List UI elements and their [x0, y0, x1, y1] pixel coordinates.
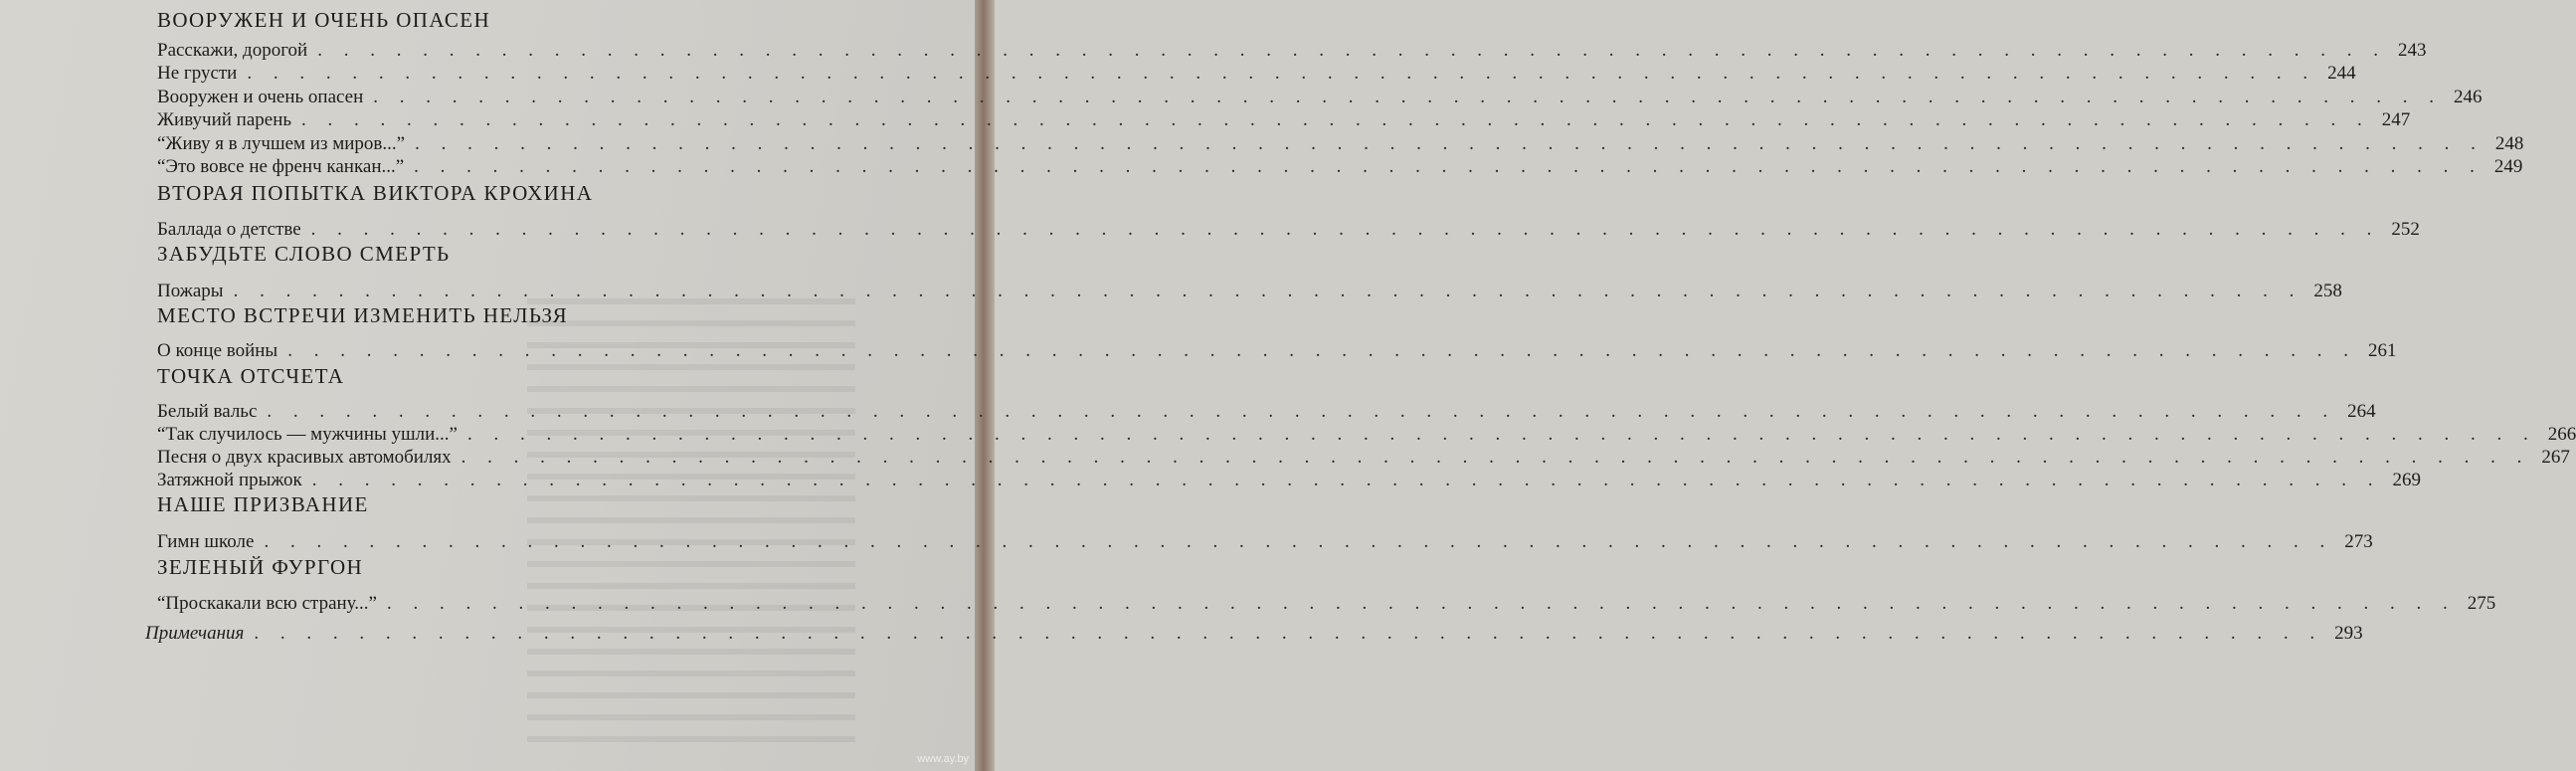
- entry-page: 266: [2547, 424, 2576, 445]
- entry-title: Песня о двух красивых автомобилях: [157, 447, 452, 468]
- entry-page: 293: [2334, 623, 2363, 644]
- entry-title: Затяжной прыжок: [157, 470, 302, 490]
- section-heading: ЗАБУДЬТЕ СЛОВО СМЕРТЬ: [157, 242, 451, 266]
- toc-entry: [157, 219, 2420, 243]
- section-heading: ВООРУЖЕН И ОЧЕНЬ ОПАСЕН: [157, 8, 491, 32]
- entry-page: 244: [2327, 63, 2356, 84]
- dot-leader: . . . . . . . . . . . . . . . . . . . . . . . . . . . . . . . . . . . . . . . . . . . . . . . . . . . . . . . . . . . . . . . . . . . . . . . . . . . . . . .: [310, 219, 2380, 240]
- entry-title: Примечания: [145, 623, 245, 644]
- entry-page: 273: [2344, 531, 2373, 552]
- dot-leader: . . . . . . . . . . . . . . . . . . . . . . . . . . . . . . . . . . . . . . . . . . . . . . . . . . . . . . . . . . . . . . . . . . . . . . . . . . . . . . .: [264, 531, 2333, 552]
- toc-entry: [157, 63, 2356, 87]
- dot-leader: . . . . . . . . . . . . . . . . . . . . . . . . . . . . . . . . . . . . . . . . . . . . . . . . . . . . . . . . . . . . . . . . . . . . . . . . . . . . . . .: [373, 87, 2443, 107]
- watermark: www.ay.by: [917, 753, 969, 765]
- entry-page: 252: [2391, 219, 2420, 240]
- dot-leader: . . . . . . . . . . . . . . . . . . . . . . . . . . . . . . . . . . . . . . . . . . . . . . . . . . . . . . . . . . . . . . . . . . . . . . . . . . . . . . .: [247, 63, 2316, 84]
- entry-title: “Это вовсе не френч канкан...”: [157, 156, 405, 177]
- entry-title: Живучий парень: [157, 109, 292, 130]
- toc-entry: [157, 40, 2427, 64]
- toc-entry: [157, 447, 2570, 471]
- entry-title: Не грусти: [157, 63, 238, 84]
- toc-entry: [157, 133, 2524, 157]
- dot-leader: . . . . . . . . . . . . . . . . . . . . . . . . . . . . . . . . . . . . . . . . . . . . . . . . . . . . . . . . . . . . . . . . . . . . . . . . . . . . . . .: [415, 133, 2484, 154]
- section-heading: МЕСТО ВСТРЕЧИ ИЗМЕНИТЬ НЕЛЬЗЯ: [157, 303, 569, 327]
- section-heading: ТОЧКА ОТСЧЕТА: [157, 364, 345, 388]
- entry-title: “Так случилось — мужчины ушли...”: [157, 424, 458, 445]
- dot-leader: . . . . . . . . . . . . . . . . . . . . . . . . . . . . . . . . . . . . . . . . . . . . . . . . . . . . . . . . . . . . . . . . . . . . . . . . . . . . . . .: [267, 401, 2336, 422]
- entry-page: 258: [2313, 281, 2342, 301]
- section-heading: ВТОРАЯ ПОПЫТКА ВИКТОРА КРОХИНА: [157, 181, 594, 205]
- dot-leader: . . . . . . . . . . . . . . . . . . . . . . . . . . . . . . . . . . . . . . . . . . . . . . . . . . . . . . . . . . . . . . . . . . . . . . . . . . . . . . .: [466, 424, 2537, 445]
- toc-entry: [157, 109, 2411, 133]
- toc-entry: [157, 531, 2373, 555]
- toc-entry: [157, 156, 2523, 180]
- toc-entry: [157, 470, 2422, 493]
- toc-entry: [157, 593, 2496, 617]
- entry-page: 246: [2454, 87, 2483, 107]
- entry-page: 247: [2381, 109, 2411, 130]
- entry-page: 269: [2392, 470, 2422, 490]
- dot-leader: . . . . . . . . . . . . . . . . . . . . . . . . . . . . . . . . . . . . . . . . . . . . . . . . . . . . . . . . . . . . . . . . . . . . . . . . . . . . . . .: [254, 623, 2323, 644]
- entry-page: 264: [2347, 401, 2376, 422]
- entry-page: 275: [2467, 593, 2496, 614]
- dot-leader: . . . . . . . . . . . . . . . . . . . . . . . . . . . . . . . . . . . . . . . . . . . . . . . . . . . . . . . . . . . . . . . . . . . . . . . . . . . . . . .: [386, 593, 2457, 614]
- dot-leader: . . . . . . . . . . . . . . . . . . . . . . . . . . . . . . . . . . . . . . . . . . . . . . . . . . . . . . . . . . . . . . . . . . . . . . . . . . . . . . .: [311, 470, 2382, 490]
- toc-entry: [157, 281, 2342, 304]
- toc-entry: [157, 424, 2576, 448]
- entry-page: 248: [2494, 133, 2524, 154]
- dot-leader: . . . . . . . . . . . . . . . . . . . . . . . . . . . . . . . . . . . . . . . . . . . . . . . . . . . . . . . . . . . . . . . . . . . . . . . . . . . . . . .: [301, 109, 2371, 130]
- toc-entry: [157, 401, 2376, 425]
- entry-title: Пожары: [157, 281, 224, 301]
- entry-title: “Живу я в лучшем из миров...”: [157, 133, 406, 154]
- entry-page: 249: [2493, 156, 2523, 177]
- entry-title: Расскажи, дорогой: [157, 40, 308, 61]
- toc-entry: [157, 87, 2483, 110]
- toc-entry: [157, 340, 2397, 364]
- toc-entry-notes: [145, 623, 2363, 647]
- entry-title: О конце войны: [157, 340, 278, 361]
- entry-title: Вооружен и очень опасен: [157, 87, 364, 107]
- entry-page: 261: [2367, 340, 2397, 361]
- dot-leader: . . . . . . . . . . . . . . . . . . . . . . . . . . . . . . . . . . . . . . . . . . . . . . . . . . . . . . . . . . . . . . . . . . . . . . . . . . . . . . .: [317, 40, 2387, 61]
- section-heading: ЗЕЛЕНЫЙ ФУРГОН: [157, 555, 364, 579]
- dot-leader: . . . . . . . . . . . . . . . . . . . . . . . . . . . . . . . . . . . . . . . . . . . . . . . . . . . . . . . . . . . . . . . . . . . . . . . . . . . . . . .: [460, 447, 2530, 468]
- entry-page: 243: [2397, 40, 2427, 61]
- entry-title: Гимн школе: [157, 531, 255, 552]
- entry-title: “Проскакали всю страну...”: [157, 593, 377, 614]
- entry-title: Баллада о детстве: [157, 219, 301, 240]
- entry-page: 267: [2541, 447, 2570, 468]
- section-heading: НАШЕ ПРИЗВАНИЕ: [157, 492, 369, 516]
- dot-leader: . . . . . . . . . . . . . . . . . . . . . . . . . . . . . . . . . . . . . . . . . . . . . . . . . . . . . . . . . . . . . . . . . . . . . . . . . . . . . . .: [233, 281, 2302, 301]
- dot-leader: . . . . . . . . . . . . . . . . . . . . . . . . . . . . . . . . . . . . . . . . . . . . . . . . . . . . . . . . . . . . . . . . . . . . . . . . . . . . . . .: [414, 156, 2484, 177]
- entry-title: Белый вальс: [157, 401, 258, 422]
- dot-leader: . . . . . . . . . . . . . . . . . . . . . . . . . . . . . . . . . . . . . . . . . . . . . . . . . . . . . . . . . . . . . . . . . . . . . . . . . . . . . . .: [287, 340, 2357, 361]
